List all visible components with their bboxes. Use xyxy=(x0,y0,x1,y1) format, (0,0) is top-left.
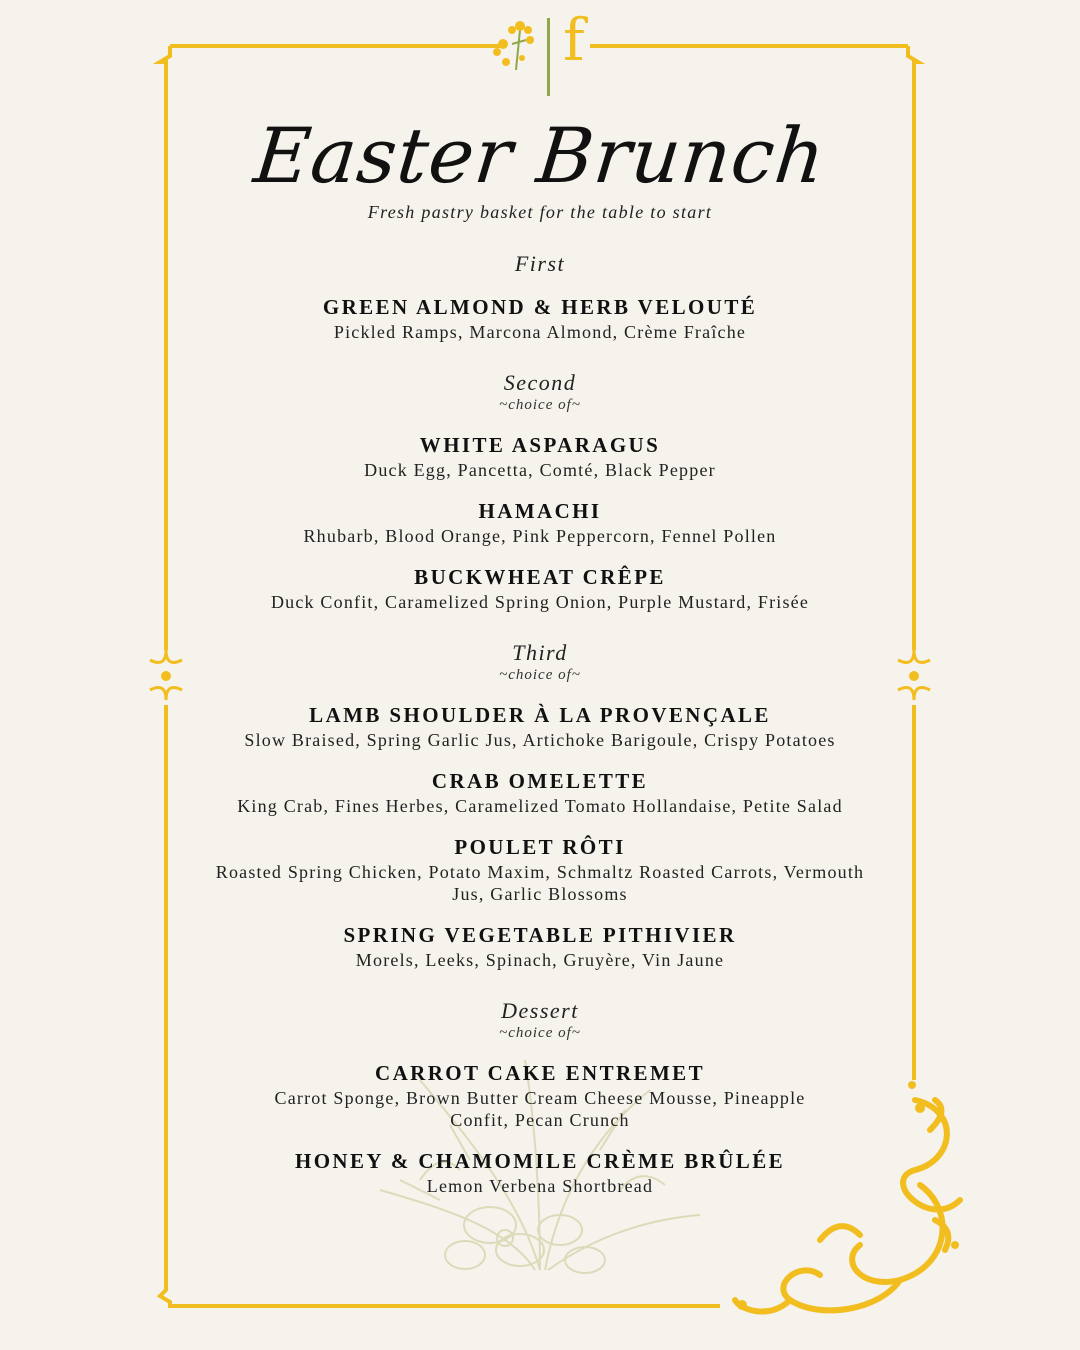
dish-description: Pickled Ramps, Marcona Almond, Crème Fraîche xyxy=(333,322,747,342)
logo-letter: f xyxy=(563,6,585,74)
course-note: ~choice of~ xyxy=(499,667,581,683)
dish-description: Roasted Spring Chicken, Potato Maxim, Schmaltz Roasted Carrots, Vermouth Jus, Garlic Blossoms xyxy=(215,862,865,904)
dish-name: WHITE ASPARAGUS xyxy=(419,433,661,457)
dish-name: HAMACHI xyxy=(478,499,602,523)
side-ornament-right-icon xyxy=(898,650,930,700)
dish-name: LAMB SHOULDER À LA PROVENÇALE xyxy=(309,703,771,727)
page-title: Easter Brunch xyxy=(250,111,830,200)
dish-name: SPRING VEGETABLE PITHIVIER xyxy=(343,923,737,947)
dish-name: GREEN ALMOND & HERB VELOUTÉ xyxy=(322,295,758,319)
dish-name: CRAB OMELETTE xyxy=(431,769,649,793)
course-label-second: Second xyxy=(503,370,577,395)
page-subtitle: Fresh pastry basket for the table to start xyxy=(367,202,713,222)
dish-description: Duck Egg, Pancetta, Comté, Black Pepper xyxy=(364,460,716,480)
logo-divider xyxy=(547,18,550,96)
course-note: ~choice of~ xyxy=(499,1025,581,1041)
dish-name: CARROT CAKE ENTREMET xyxy=(375,1061,705,1085)
dish-description: Slow Braised, Spring Garlic Jus, Artichoke Barigoule, Crispy Potatoes xyxy=(244,730,836,750)
side-ornament-left-icon xyxy=(150,650,182,700)
dish-description: Morels, Leeks, Spinach, Gruyère, Vin Jaune xyxy=(355,950,725,970)
course-label-third: Third xyxy=(512,640,568,665)
course-label-first: First xyxy=(514,251,566,276)
dish-name: BUCKWHEAT CRÊPE xyxy=(414,565,666,589)
dish-description: King Crab, Fines Herbes, Caramelized Tomato Hollandaise, Petite Salad xyxy=(237,796,843,816)
dish-description: Rhubarb, Blood Orange, Pink Peppercorn, Fennel Pollen xyxy=(303,526,777,546)
dish-name: HONEY & CHAMOMILE CRÈME BRÛLÉE xyxy=(294,1149,786,1173)
dish-description: Carrot Sponge, Brown Butter Cream Cheese Mousse, Pineapple Confit, Pecan Crunch xyxy=(274,1088,806,1130)
course-label-dessert: Dessert xyxy=(501,998,579,1023)
logo-flower-icon xyxy=(493,21,534,70)
course-note: ~choice of~ xyxy=(499,397,581,413)
dish-name: POULET RÔTI xyxy=(454,835,626,859)
dish-description: Duck Confit, Caramelized Spring Onion, Purple Mustard, Frisée xyxy=(270,592,810,612)
dish-description: Lemon Verbena Shortbread xyxy=(426,1176,654,1196)
